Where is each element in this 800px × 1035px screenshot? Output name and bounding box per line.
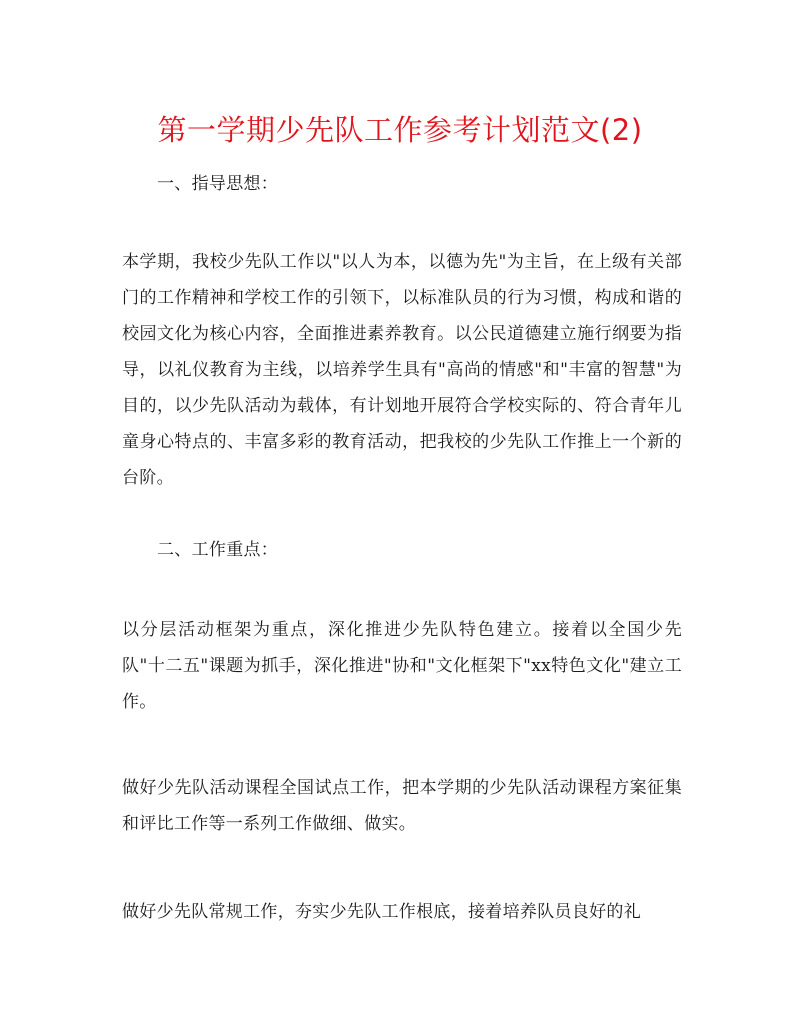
section-heading-work-focus: 二、工作重点： [157,540,279,560]
paragraph-work-focus-3: 做好少先队常规工作，夯实少先队工作根底，接着培养队员良好的礼 [122,902,641,922]
paragraph-work-focus-2: 做好少先队活动课程全国试点工作，把本学期的少先队活动课程方案征集和评比工作等一系列工作做细、做实。 [122,778,682,834]
document-title: 第一学期少先队工作参考计划范文(2) [157,113,643,147]
paragraph-guiding-ideology: 本学期，我校少先队工作以"以人为本，以德为先"为主旨，在上级有关部门的工作精神和学校工作的引领下，以标准队员的行为习惯，构成和谐的校园文化为核心内容，全面推进素养教育。以公民道德建立施行纲要为指导，以礼仪教育为主线，以培养学生具有"高尚的情感"和"丰富的智慧"为目的，以少先队活动为载体，有计划地开展符合学校实际的、符合青年儿童身心特点的、丰富多彩的教育活动，把我校的少先队工作推上一个新的台阶。 [122,252,682,488]
paragraph-work-focus-1: 以分层活动框架为重点，深化推进少先队特色建立。接着以全国少先队"十二五"课题为抓手，深化推进"协和"文化框架下"xx特色文化"建立工作。 [122,620,682,712]
section-heading-guiding-ideology: 一、指导思想： [157,174,279,194]
